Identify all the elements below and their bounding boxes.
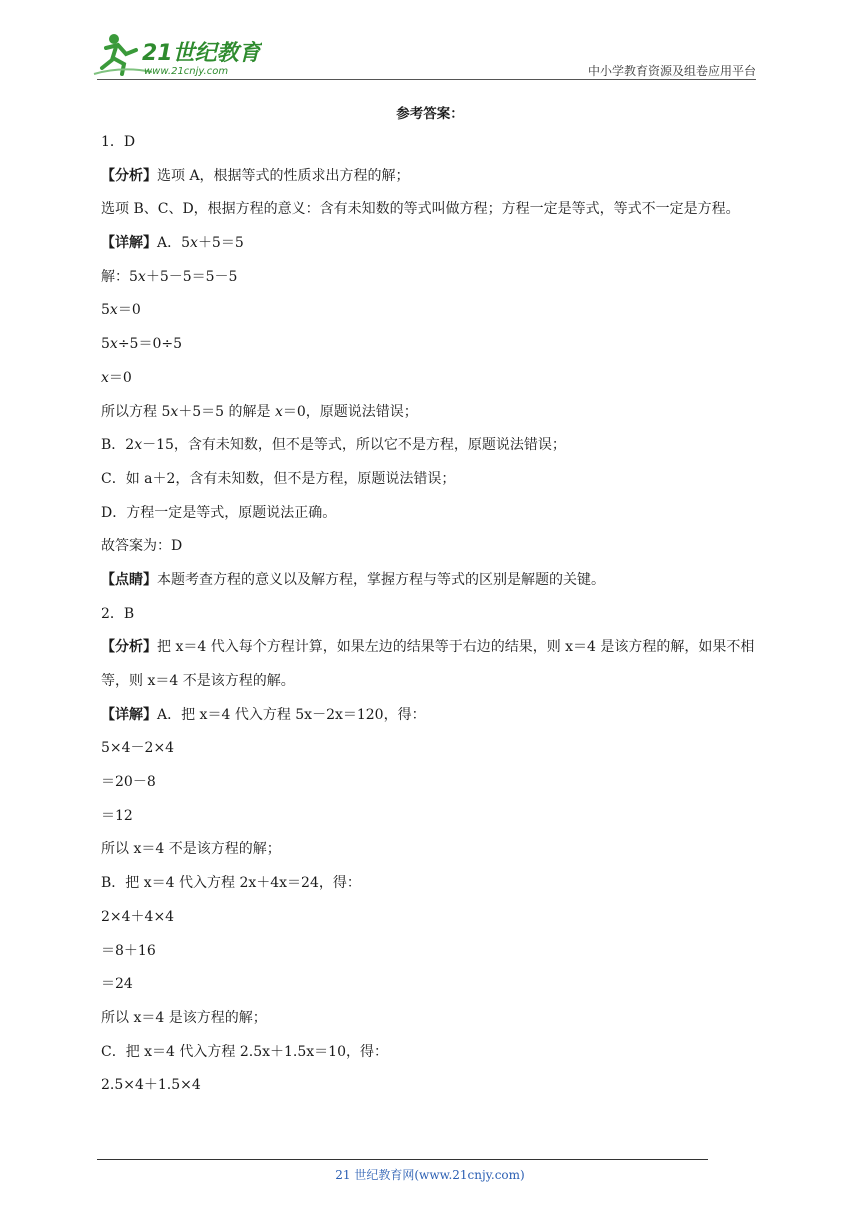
platform-name: 中小学教育资源及组卷应用平台: [587, 64, 756, 78]
text-line: [101, 160, 763, 194]
page-header: [0, 0, 860, 90]
line-text: 2．B: [101, 605, 135, 622]
line-text: ＝0: [117, 302, 141, 319]
line-text: ＝0: [108, 369, 132, 386]
section-label: 【详解】: [101, 235, 157, 252]
line-text: 故答案为：D: [101, 538, 183, 555]
line-text: B．2: [101, 437, 135, 454]
section-label: 【详解】: [101, 706, 157, 723]
line-text: 解：5: [101, 268, 138, 285]
line-text: B．把 x＝4 代入方程 2x＋4x＝24，得：: [101, 875, 361, 892]
section-label: 【分析】: [101, 639, 157, 656]
variable-x: x: [101, 369, 109, 386]
variable-x: x: [274, 403, 283, 420]
line-text: ＋5＝5: [197, 235, 244, 252]
line-text: 5: [101, 302, 110, 319]
line-text: C．把 x＝4 代入方程 2.5x＋1.5x＝10，得：: [101, 1043, 388, 1060]
text-line: [101, 1069, 763, 1103]
text-line: [101, 497, 763, 531]
text-line: [101, 732, 763, 766]
line-text: 2×4＋4×4: [101, 908, 175, 925]
text-line: [101, 429, 763, 463]
line-text: －15，含有未知数，但不是等式，所以它不是方程，原题说法错误；: [142, 437, 566, 454]
line-text: ＋5＝5 的解是: [178, 403, 275, 420]
text-line: [101, 564, 763, 598]
line-text: 5×4－2×4: [101, 740, 175, 757]
line-text: ÷5＝0÷5: [117, 336, 183, 353]
text-line: [101, 699, 763, 733]
variable-x: x: [137, 268, 146, 285]
text-line: [101, 631, 763, 698]
variable-x: x: [109, 336, 118, 353]
text-line: [101, 227, 763, 261]
line-text: ＝0，原题说法错误；: [282, 403, 418, 420]
header-divider: [97, 79, 756, 80]
line-text: 所以 x＝4 是该方程的解；: [101, 1009, 267, 1026]
variable-x: x: [109, 302, 118, 319]
line-text: ＝8＋16: [101, 942, 156, 959]
answer-content: [101, 126, 763, 1103]
text-line: [101, 193, 763, 227]
line-text: A．5: [157, 235, 191, 252]
logo-21cnjy: [92, 30, 262, 78]
text-line: [101, 833, 763, 867]
text-line: [101, 901, 763, 935]
line-text: 选项 A，根据等式的性质求出方程的解；: [157, 167, 410, 184]
line-text: 所以方程 5: [101, 403, 171, 420]
text-line: [101, 362, 763, 396]
text-line: [101, 935, 763, 969]
logo-text: 21世纪教育: [142, 41, 261, 66]
variable-x: x: [170, 403, 179, 420]
line-text: C．如 a＋2，含有未知数，但不是方程，原题说法错误；: [101, 470, 456, 487]
footer-text: 21 世纪教育网(www.21cnjy.com): [335, 1168, 525, 1182]
text-line: [101, 766, 763, 800]
logo-url: www.21cnjy.com: [144, 66, 229, 77]
line-text: ＝12: [101, 807, 133, 824]
line-text: 1．D: [101, 134, 136, 150]
text-line: [101, 800, 763, 834]
line-text: D．方程一定是等式，原题说法正确。: [101, 504, 337, 521]
text-line: [101, 261, 763, 295]
section-label: 【分析】: [101, 167, 157, 184]
line-text: ＋5－5＝5－5: [145, 268, 238, 285]
section-label: 【点睛】: [101, 571, 157, 588]
page-title: 参考答案：: [396, 106, 464, 122]
text-line: [101, 1002, 763, 1036]
line-text: 本题考查方程的意义以及解方程，掌握方程与等式的区别是解题的关键。: [157, 571, 605, 588]
text-line: [101, 1036, 763, 1070]
variable-x: x: [134, 437, 143, 454]
text-line: [101, 968, 763, 1002]
text-line: [101, 328, 763, 362]
line-text: ＝20－8: [101, 774, 156, 791]
text-line: [101, 598, 763, 632]
text-line: [101, 463, 763, 497]
line-text: A．把 x＝4 代入方程 5x－2x＝120，得：: [157, 706, 426, 723]
line-text: 选项 B、C、D，根据方程的意义：含有未知数的等式叫做方程；方程一定是等式，等式不一定是方程。: [101, 201, 740, 218]
line-text: 把 x＝4 代入每个方程计算，如果左边的结果等于右边的结果，则 x＝4 是该方程的解，如果不相等，则 x＝4 不是该方程的解。: [101, 639, 755, 690]
text-line: [101, 126, 763, 160]
variable-x: x: [190, 235, 198, 252]
footer-divider: [97, 1159, 708, 1160]
text-line: [101, 294, 763, 328]
line-text: 2.5×4＋1.5×4: [101, 1077, 201, 1094]
text-line: [101, 530, 763, 564]
line-text: 5: [101, 336, 110, 353]
text-line: [101, 867, 763, 901]
line-text: ＝24: [101, 976, 133, 993]
text-line: [101, 396, 763, 430]
line-text: 所以 x＝4 不是该方程的解；: [101, 841, 281, 858]
